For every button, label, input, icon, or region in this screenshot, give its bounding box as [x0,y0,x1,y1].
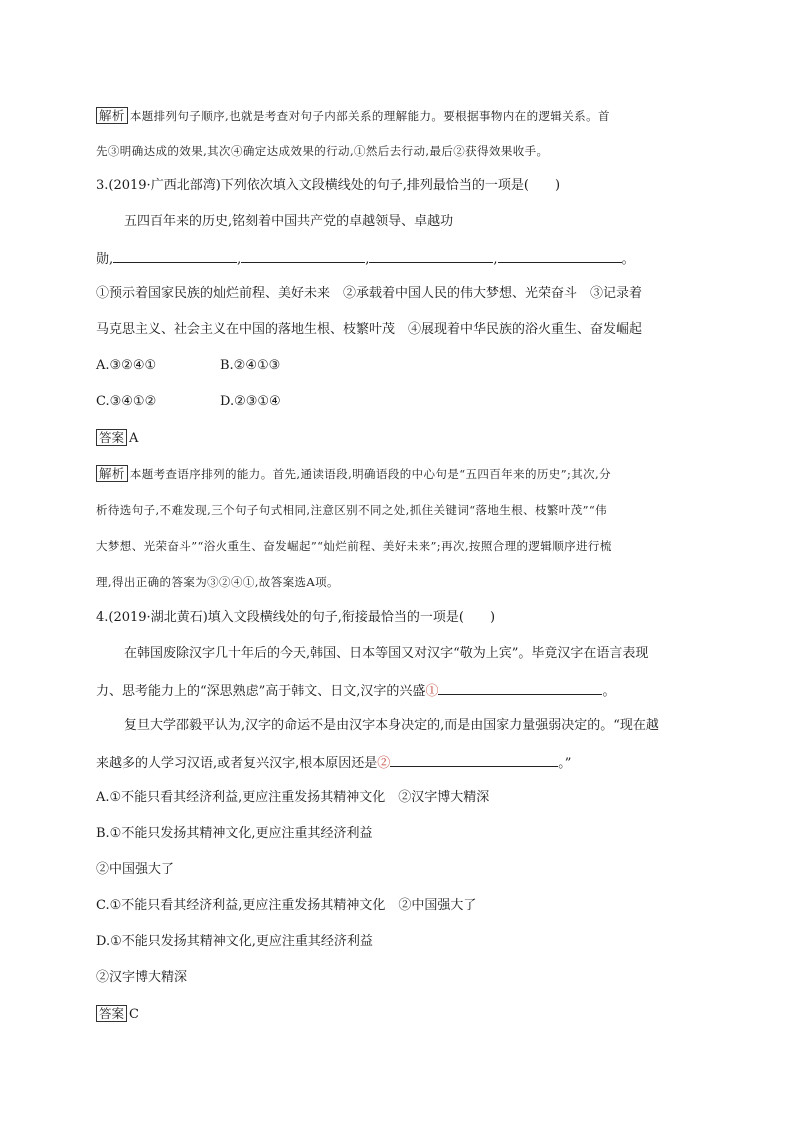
q4-option-b-line-2: ②中国强大了 [96,862,175,877]
period: 。 [621,252,635,267]
q4-answer [96,1005,139,1024]
answer-tag: 答案 [96,1005,127,1022]
q3-sentences-line-2: 马克思主义、社会主义在中国的落地生根、枝繁叶茂 ④展现着中华民族的浴火重生、奋发崛起 [96,322,643,337]
q3-option-c: C.③④①② [96,394,157,409]
q3-sentences-line-1: ①预示着国家民族的灿烂前程、美好未来 ②承载着中国人民的伟大梦想、光荣奋斗 ③记录着 [96,286,643,301]
blank-2 [241,249,365,263]
q4-option-d-line-1: D.①不能只发扬其精神文化,更应注重其经济利益 [96,934,373,949]
blank-marker-1: ① [425,684,439,699]
blank-2 [390,753,558,767]
q3-passage-start: 勋, [96,252,114,267]
q3-option-d: D.②③①④ [220,394,281,409]
analysis-tag: 解析 [96,465,128,482]
q3-option-b: B.②④①③ [220,358,281,373]
blank-1 [438,681,602,695]
blank-1 [113,249,237,263]
blank-4 [498,249,622,263]
q3-answer-value: A [129,431,139,446]
comma: , [493,252,498,267]
closing-quote: 。” [558,756,572,771]
q4-p2-text: 来越多的人学习汉语,或者复兴汉字,根本原因还是 [96,756,378,771]
q4-option-a: A.①不能只看其经济利益,更应注重发扬其精神文化 ②汉字博大精深 [96,790,490,805]
analysis-tag: 解析 [96,107,128,124]
q3-analysis-text-1: 本题考查语序排列的能力。首先,通读语段,明确语段的中心句是“五四百年来的历史”;其次,分 [129,467,612,481]
blank-marker-2: ② [377,756,391,771]
comma: , [237,252,242,267]
q4-paragraph-2-line-1: 复旦大学邵毅平认为,汉字的命运不是由汉字本身决定的,而是由国家力量强弱决定的。“现在越 [124,718,659,733]
q3-analysis-line-3: 大梦想、光荣奋斗”“浴火重生、奋发崛起”“灿烂前程、美好未来”;再次,按照合理的逻辑顺序进行梳 [96,539,612,553]
q3-options-row-2 [96,393,281,411]
q4-answer-value: C [129,1007,139,1022]
q4-paragraph-2-line-2 [96,753,571,773]
q2-analysis-line-2: 先③明确达成的效果,其次④确定达成效果的行动,①然后去行动,最后②获得效果收手。 [96,144,549,158]
q3-options-row-1 [96,357,280,375]
answer-tag: 答案 [96,429,127,446]
q3-analysis-line-4: 理,得出正确的答案为③②④①,故答案选A项。 [96,575,339,589]
q4-paragraph-1-line-2 [96,681,615,701]
q3-passage-line-1: 五四百年来的历史,铭刻着中国共产党的卓越领导、卓越功 [124,214,454,229]
q4-option-c: C.①不能只看其经济利益,更应注重发扬其精神文化 ②中国强大了 [96,898,477,913]
q4-paragraph-1-line-1: 在韩国废除汉字几十年后的今天,韩国、日本等国又对汉字“敬为上宾”。毕竟汉字在语言表现 [124,646,649,661]
q3-analysis-line-2: 析待选句子,不难发现,三个句子句式相同,注意区别不同之处,抓住关键词“落地生根、枝繁叶茂”“伟 [96,503,608,517]
q3-passage-line-2 [96,249,635,269]
blank-3 [369,249,493,263]
q4-option-d-line-2: ②汉字博大精深 [96,970,188,985]
q3-answer [96,429,138,448]
period: 。 [602,684,616,699]
q4-p1-text: 力、思考能力上的“深思熟虑”高于韩文、日文,汉字的兴盛 [96,684,426,699]
q2-analysis-text-1: 本题排列句子顺序,也就是考查对句子内部关系的理解能力。要根据事物内在的逻辑关系。首 [129,109,610,123]
comma: , [365,252,370,267]
q2-analysis-line-1 [96,107,610,125]
q4-option-b-line-1: B.①不能只发扬其精神文化,更应注重其经济利益 [96,826,373,841]
q4-stem: 4.(2019·湖北黄石)填入文段横线处的句子,衔接最恰当的一项是( ) [96,610,496,625]
q3-stem: 3.(2019·广西北部湾)下列依次填入文段横线处的句子,排列最恰当的一项是( ) [96,178,561,193]
q3-analysis-line-1 [96,465,611,483]
q3-option-a: A.③②④① [96,358,157,373]
